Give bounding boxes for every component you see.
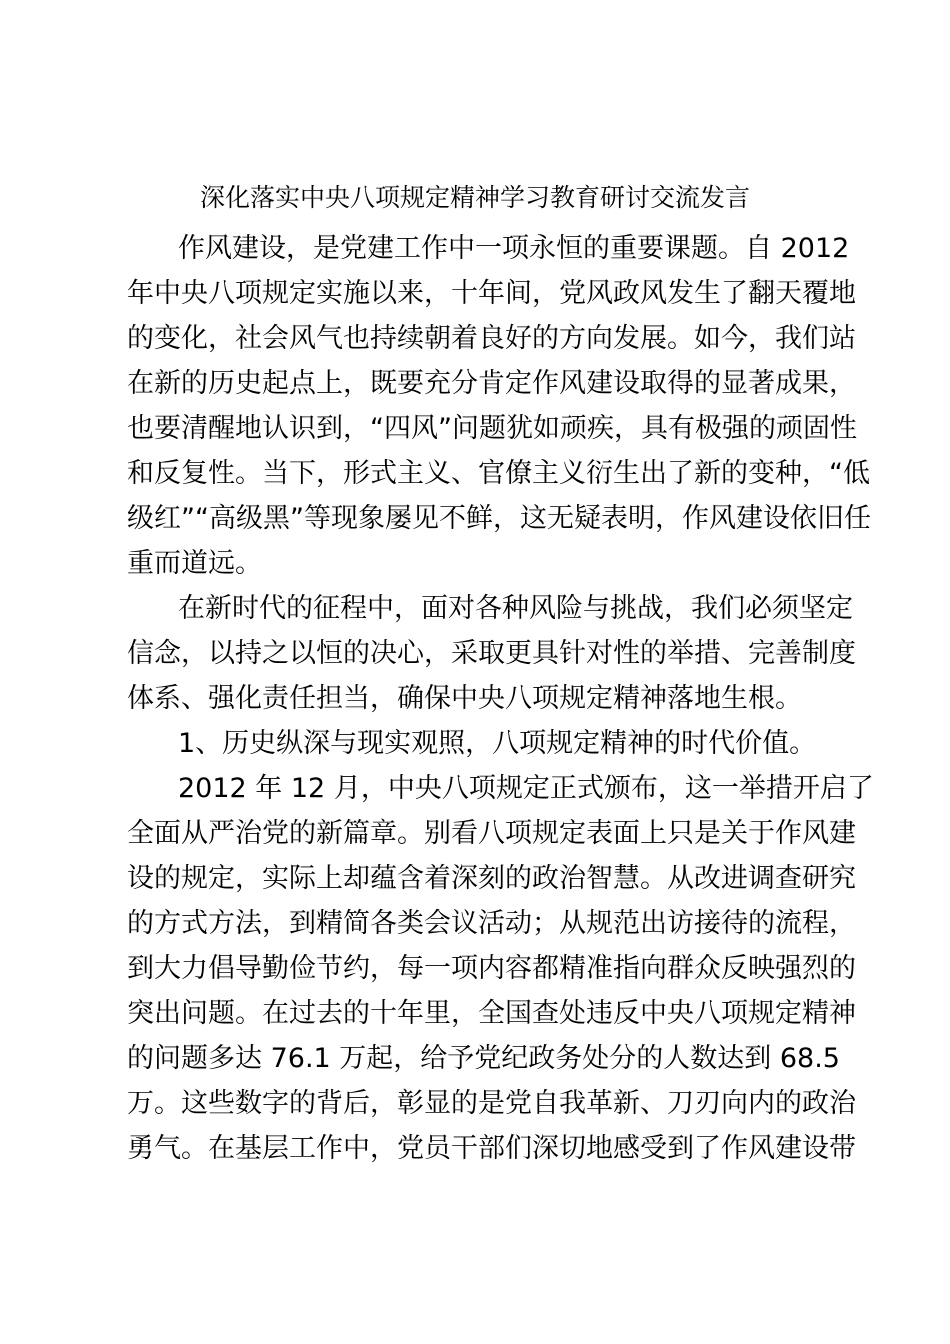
paragraph-line: 突出问题。在过去的十年里，全国查处违反中央八项规定精神 (127, 998, 856, 1029)
paragraph-line: 和反复性。当下，形式主义、官僚主义衍生出了新的变种，“低 (127, 458, 870, 489)
paragraph-line: 体系、强化责任担当，确保中央八项规定精神落地生根。 (127, 683, 802, 714)
paragraph-line: 级红”“高级黑”等现象屡见不鲜，这无疑表明，作风建设依旧任 (127, 503, 871, 534)
paragraph-line: 2012 年 12 月，中央八项规定正式颁布，这一举措开启了 (178, 773, 874, 804)
document-title: 深化落实中央八项规定精神学习教育研讨交流发言 (199, 183, 750, 212)
paragraph-line: 设的规定，实际上却蕴含着深刻的政治智慧。从改进调查研究 (127, 863, 856, 894)
paragraph-line: 的方式方法，到精简各类会议活动；从规范出访接待的流程， (127, 908, 856, 939)
paragraph-line: 信念，以持之以恒的决心，采取更具针对性的举措、完善制度 (127, 638, 856, 669)
paragraph-line: 万。这些数字的背后，彰显的是党自我革新、刀刃向内的政治 (127, 1088, 856, 1119)
paragraph-line: 的变化，社会风气也持续朝着良好的方向发展。如今，我们站 (127, 323, 856, 354)
paragraph-line: 在新时代的征程中，面对各种风险与挑战，我们必须坚定 (178, 593, 853, 624)
paragraph-line: 作风建设，是党建工作中一项永恒的重要课题。自 2012 (178, 233, 850, 264)
paragraph-line: 也要清醒地认识到，“四风”问题犹如顽疾，具有极强的顽固性 (127, 413, 857, 444)
paragraph-line: 的问题多达 76.1 万起，给予党纪政务处分的人数达到 68.5 (127, 1043, 840, 1074)
paragraph-line: 重而道远。 (127, 548, 262, 579)
paragraph-line: 年中央八项规定实施以来，十年间，党风政风发生了翻天覆地 (127, 278, 856, 309)
paragraph-line: 全面从严治党的新篇章。别看八项规定表面上只是关于作风建 (127, 818, 856, 849)
section-heading: 1、历史纵深与现实观照，八项规定精神的时代价值。 (178, 728, 817, 759)
document-body (127, 226, 874, 1171)
paragraph-line: 在新的历史起点上，既要充分肯定作风建设取得的显著成果， (127, 368, 856, 399)
paragraph-line: 到大力倡导勤俭节约，每一项内容都精准指向群众反映强烈的 (127, 953, 856, 984)
paragraph-line: 勇气。在基层工作中，党员干部们深切地感受到了作风建设带 (127, 1133, 856, 1164)
